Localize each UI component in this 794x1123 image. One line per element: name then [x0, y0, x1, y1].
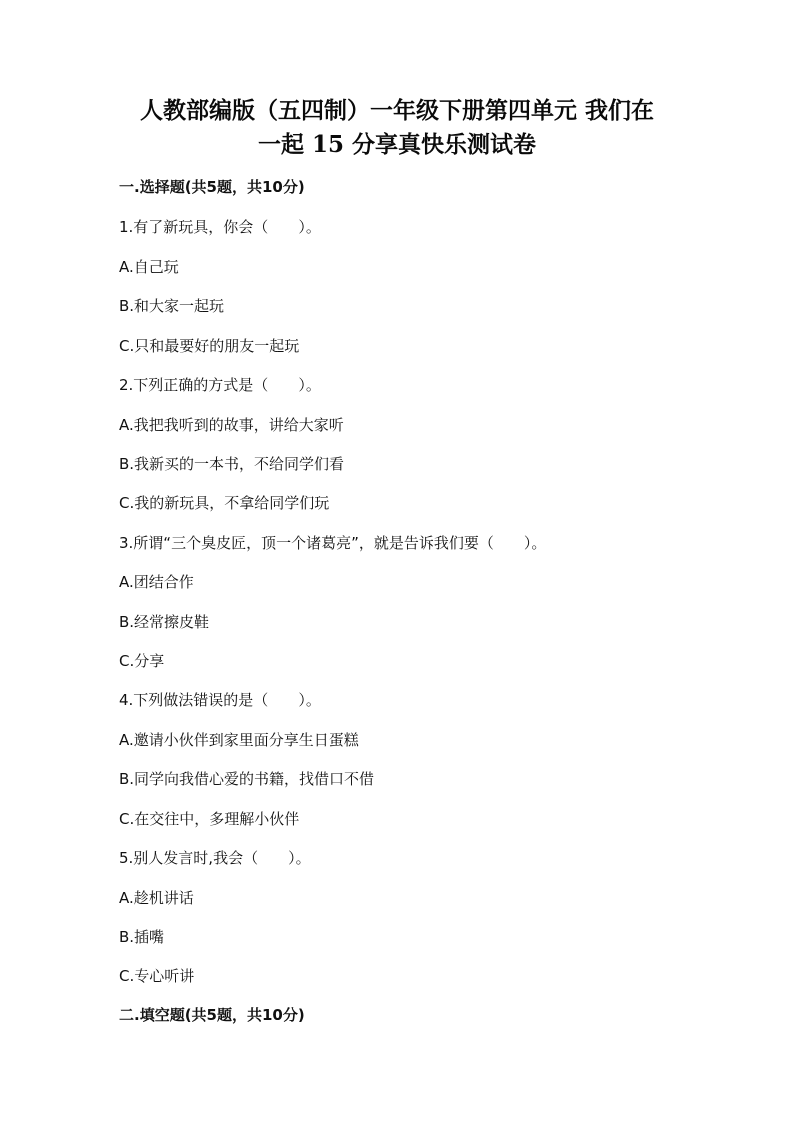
question-1-option-b: B.和大家一起玩	[119, 297, 225, 315]
question-4-option-a: A.邀请小伙伴到家里面分享生日蛋糕	[119, 731, 359, 749]
section-heading-multiple-choice: 一.选择题(共5题，共10分)	[119, 178, 305, 196]
question-5-option-a: A.趁机讲话	[119, 889, 194, 907]
question-5-stem: 5.别人发言时,我会（ ）。	[119, 849, 311, 867]
question-5-option-b: B.插嘴	[119, 928, 165, 946]
question-2-stem: 2.下列正确的方式是（ ）。	[119, 376, 321, 394]
question-2-option-b: B.我新买的一本书，不给同学们看	[119, 455, 345, 473]
question-2-option-c: C.我的新玩具，不拿给同学们玩	[119, 494, 330, 512]
question-5-option-c: C.专心听讲	[119, 967, 195, 985]
question-4-option-c: C.在交往中，多理解小伙伴	[119, 810, 300, 828]
question-1-option-c: C.只和最要好的朋友一起玩	[119, 337, 300, 355]
document-title-line-1: 人教部编版（五四制）一年级下册第四单元 我们在	[139, 97, 654, 124]
document-title-line-2: 一起 15 分享真快乐测试卷	[257, 131, 537, 158]
section-heading-fill-in-blank: 二.填空题(共5题，共10分)	[119, 1006, 305, 1024]
question-2-option-a: A.我把我听到的故事，讲给大家听	[119, 416, 344, 434]
question-3-option-a: A.团结合作	[119, 573, 194, 591]
question-1-stem: 1.有了新玩具，你会（ ）。	[119, 218, 321, 236]
question-3-option-b: B.经常擦皮鞋	[119, 613, 210, 631]
question-4-option-b: B.同学向我借心爱的书籍，找借口不借	[119, 770, 375, 788]
question-4-stem: 4.下列做法错误的是（ ）。	[119, 691, 321, 709]
question-1-option-a: A.自己玩	[119, 258, 179, 276]
question-3-stem: 3.所谓“三个臭皮匠，顶一个诸葛亮”，就是告诉我们要（ ）。	[119, 534, 547, 552]
question-3-option-c: C.分享	[119, 652, 165, 670]
